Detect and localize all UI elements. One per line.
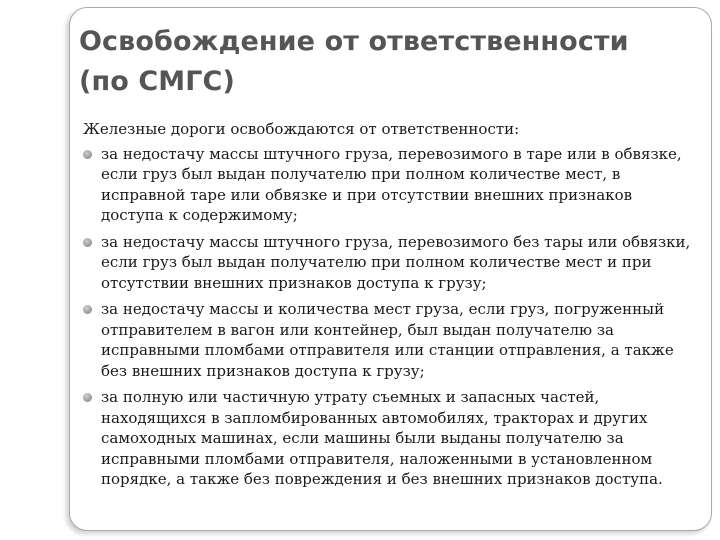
list-item — [83, 144, 693, 226]
list-item — [83, 387, 693, 490]
bullet-icon — [83, 305, 92, 314]
intro-text: Железные дороги освобождаются от ответственности: — [83, 120, 520, 138]
list-item-text: за недостачу массы штучного груза, перевозимого без тары или обвязки, если груз был выдан получателю при полном количестве мест и при отсутствии внешних признаков доступа к грузу; — [101, 232, 691, 292]
list-item — [83, 299, 693, 381]
list-item — [83, 232, 693, 294]
bullet-list — [83, 144, 693, 490]
slide-title: Освобождение от ответственности (по СМГС) — [79, 26, 629, 97]
slide-content — [83, 119, 693, 496]
bullet-icon — [83, 238, 92, 247]
list-item-text: за недостачу массы и количества мест груза, если груз, погруженный отправителем в вагон или контейнер, был выдан получателю за исправными пломбами отправителя или станции отправления, а также без внешних признаков доступа к грузу; — [101, 300, 674, 380]
list-item-text: за недостачу массы штучного груза, перевозимого в таре или в обвязке, если груз был выдан получателю при полном количестве мест, в исправной таре или обвязке и при отсутствии внешних признаков доступа к содержимому; — [101, 144, 682, 224]
bullet-icon — [83, 150, 92, 159]
list-item-text: за полную или частичную утрату съемных и запасных частей, находящихся в запломбированных автомобилях, тракторах и других самоходных машинах, если машины были выданы получателю за исправными пломбами отправителя, наложенными в установленном порядке, а также без повреждения и без внешних признаков доступа. — [101, 388, 663, 488]
bullet-icon — [83, 393, 92, 402]
